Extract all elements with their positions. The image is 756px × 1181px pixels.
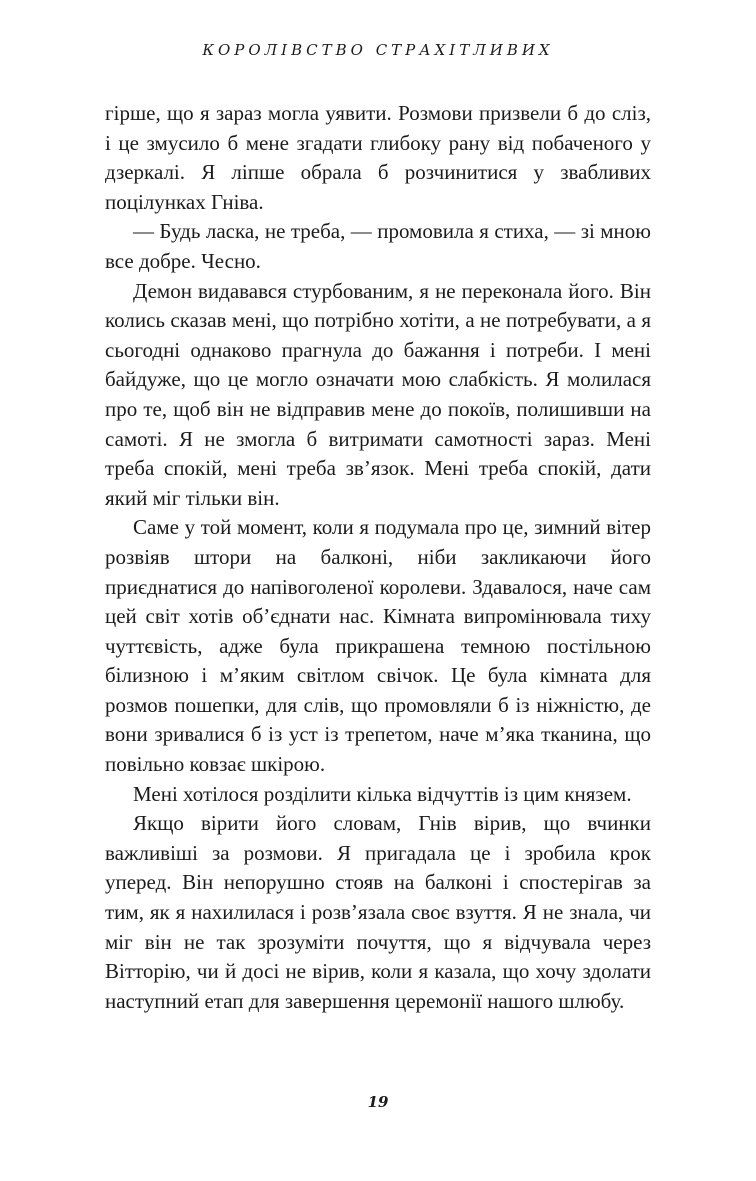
paragraph-2: — Будь ласка, не треба, — промовила я стиха, — зі мною все добре. Чесно. [105,219,651,273]
paragraph-1: гірше, що я зараз могла уявити. Розмови призвели б до сліз, і це змусило б мене згадати глибоку рану від побаченого у дзеркалі. Я ліпше обрала б розчинитися у звабливих поцілунках Гніва. [105,101,651,214]
page-number: 19 [367,1093,389,1111]
running-header: КОРОЛІВСТВО СТРАХІТЛИВИХ [202,41,554,59]
paragraph-4: Саме у той момент, коли я подумала про це, зимний вітер розвіяв штори на балконі, ніби закликаючи його приєднатися до напівоголеної королеви. Здавалося, наче сам цей світ хотів об’єднати нас. Кімната випромінювала тиху чуттєвість, адже була прикрашена темною постільною білизною і м’яким світлом свічок. Це була кімната для розмов пошепки, для слів, що промовляли б із ніжністю, де вони зривалися б із уст із трепетом, наче м’яка тканина, що повільно ковзає шкірою. [105,515,651,777]
body-text [105,99,651,1016]
paragraph-5: Мені хотілося розділити кілька відчуттів із цим князем. [133,781,632,806]
paragraph-3: Демон видавався стурбованим, я не переконала його. Він колись сказав мені, що потрібно хотіти, а не потребувати, а я сьогодні однаково прагнула до бажання і потреби. І мені байдуже, що це могло означати мою слабкість. Я молилася про те, щоб він не відправив мене до покоїв, полишивши на самоті. Я не змогла б витримати самотності зараз. Мені треба спокій, мені треба зв’язок. Мені треба спокій, дати який міг тільки він. [105,278,651,510]
paragraph-6: Якщо вірити його словам, Гнів вірив, що вчинки важливіші за розмови. Я пригадала це і зробила крок уперед. Він непорушно стояв на балконі і спостерігав за тим, як я нахилилася і розв’язала своє взуття. Я не знала, чи міг він не так зрозуміти почуття, що я відчувала через Вітторію, чи й досі не вірив, коли я казала, що хочу здолати наступний етап для завершення церемонії нашого шлюбу. [105,811,651,1013]
